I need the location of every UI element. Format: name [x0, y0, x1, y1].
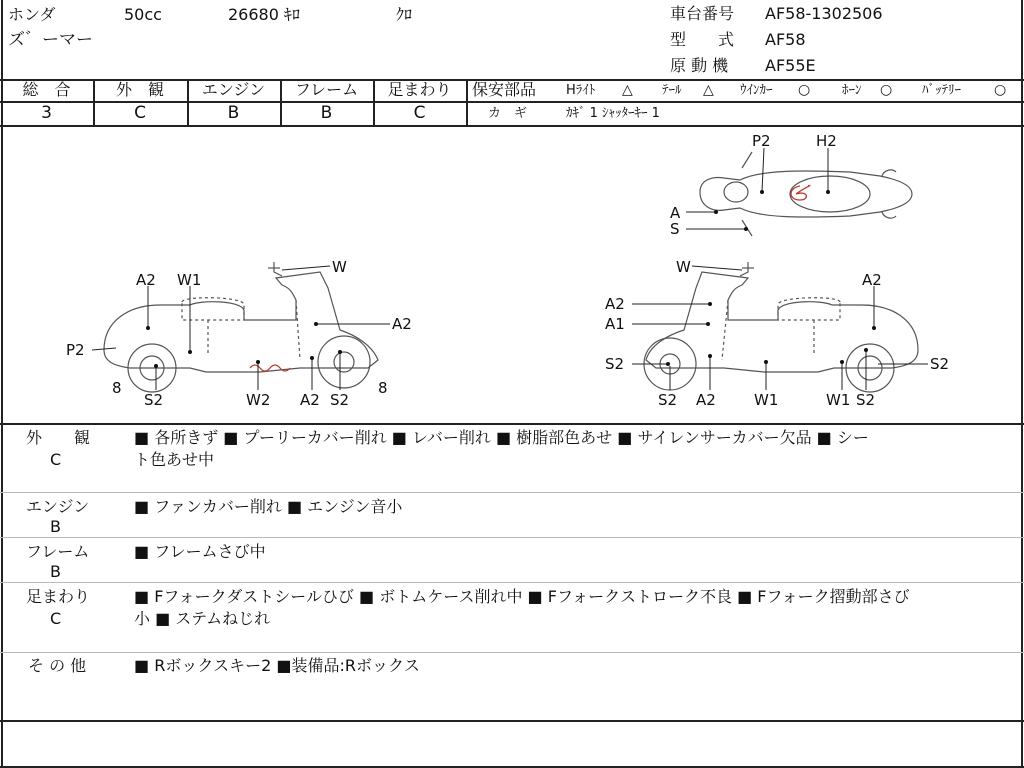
- remarks-exterior-label: 外 観: [26, 428, 91, 447]
- battery-label: ﾊﾞｯﾃﾘｰ: [922, 83, 961, 98]
- suspension-grade: C: [413, 103, 426, 123]
- frame-no-label: 車台番号: [670, 4, 735, 23]
- overall-label: 総 合: [22, 80, 71, 99]
- suspension-grade-label: 足まわり: [387, 80, 452, 99]
- right-label-a1: A1: [605, 315, 625, 333]
- type-label: 型 式: [670, 30, 735, 49]
- color: ｸﾛ: [396, 5, 413, 24]
- maker: ホンダ: [8, 5, 56, 24]
- displacement: 50cc: [124, 5, 162, 24]
- horn-mark: ○: [880, 82, 893, 98]
- right-label-s2-left: S2: [605, 355, 625, 373]
- right-label-s2-rear: S2: [856, 391, 876, 409]
- headlight-mark: △: [622, 82, 633, 98]
- remarks-frame-label: フレーム: [26, 542, 90, 561]
- remarks-suspension-line1: ■ Fフォークダストシールひび ■ ボトムケース削れ中 ■ Fフォークストローク不良 ■ Fフォーク摺動部さび: [134, 587, 910, 606]
- left-label-8-front: 8: [378, 379, 388, 397]
- left-label-s2-front: S2: [330, 391, 350, 409]
- left-label-8-rear: 8: [112, 379, 122, 397]
- remarks-exterior-line1: ■ 各所きず ■ プーリーカバー削れ ■ レバー削れ ■ 樹脂部色あせ ■ サイレンサーカバー欠品 ■ シー: [134, 428, 869, 447]
- right-label-s2-front: S2: [658, 391, 678, 409]
- left-label-a2-bottom: A2: [300, 391, 320, 409]
- remarks-engine-line1: ■ ファンカバー削れ ■ エンジン音小: [134, 497, 403, 516]
- left-label-s2-rear: S2: [144, 391, 164, 409]
- top-label-h2: H2: [816, 132, 837, 150]
- remarks-other-line1: ■ Rボックスキー2 ■装備品:Rボックス: [134, 656, 420, 675]
- exterior-label: 外 観: [115, 80, 164, 99]
- remarks-engine-label: エンジン: [26, 497, 90, 516]
- top-label-a: A: [670, 204, 681, 222]
- key-label: カ ギ: [488, 106, 528, 121]
- remarks-exterior-line2: ト色あせ中: [134, 450, 215, 469]
- remarks-engine-grade: B: [50, 517, 61, 536]
- winker-mark: ○: [798, 82, 811, 98]
- left-label-a2-top: A2: [136, 271, 156, 289]
- tail-mark: △: [703, 82, 714, 98]
- left-label-w: W: [332, 258, 347, 276]
- left-label-w1: W1: [177, 271, 202, 289]
- right-label-a2-top: A2: [862, 271, 882, 289]
- engine-grade-label: エンジン: [201, 80, 266, 99]
- remarks-exterior-grade: C: [50, 450, 62, 469]
- frame-no: AF58-1302506: [765, 4, 883, 23]
- engine-model-label: 原 動 機: [670, 56, 729, 75]
- remarks-suspension-grade: C: [50, 609, 62, 628]
- frame-grade-label: フレーム: [294, 80, 359, 99]
- model-name: ズ゛ーマー: [8, 30, 93, 50]
- top-label-p2: P2: [752, 132, 771, 150]
- frame-grade: B: [320, 103, 333, 123]
- engine-grade: B: [227, 103, 240, 123]
- remarks-suspension-label: 足まわり: [26, 587, 91, 606]
- left-label-p2: P2: [66, 341, 85, 359]
- overall-grade: 3: [41, 103, 52, 123]
- right-label-w: W: [676, 258, 691, 276]
- type-value: AF58: [765, 30, 806, 49]
- remarks-frame-grade: B: [50, 562, 61, 581]
- tail-label: ﾃｰﾙ: [662, 83, 682, 98]
- battery-mark: ○: [994, 82, 1007, 98]
- left-label-a2-front: A2: [392, 315, 412, 333]
- exterior-grade: C: [134, 103, 146, 123]
- engine-model: AF55E: [765, 56, 816, 75]
- right-label-s2-right: S2: [930, 355, 950, 373]
- right-label-a2-bottom: A2: [696, 391, 716, 409]
- headlight-label: Hﾗｲﾄ: [566, 83, 596, 98]
- horn-label: ﾎｰﾝ: [842, 83, 862, 98]
- safety-label: 保安部品: [472, 80, 537, 99]
- key-value: ｶｷﾞ 1 ｼｬｯﾀｰｷｰ 1: [566, 106, 660, 121]
- right-label-a2-mid: A2: [605, 295, 625, 313]
- left-label-w2: W2: [246, 391, 271, 409]
- top-label-s: S: [670, 220, 680, 238]
- remarks-frame-line1: ■ フレームさび中: [134, 542, 266, 561]
- right-label-w1-rear: W1: [826, 391, 851, 409]
- winker-label: ｳｲﾝｶｰ: [740, 83, 773, 98]
- remarks-suspension-line2: 小 ■ ステムねじれ: [134, 609, 271, 628]
- remarks-other-label: そ の 他: [28, 656, 87, 675]
- mileage: 26680 ｷﾛ: [228, 5, 300, 24]
- right-label-w1-center: W1: [754, 391, 779, 409]
- damage-marks: [250, 185, 810, 371]
